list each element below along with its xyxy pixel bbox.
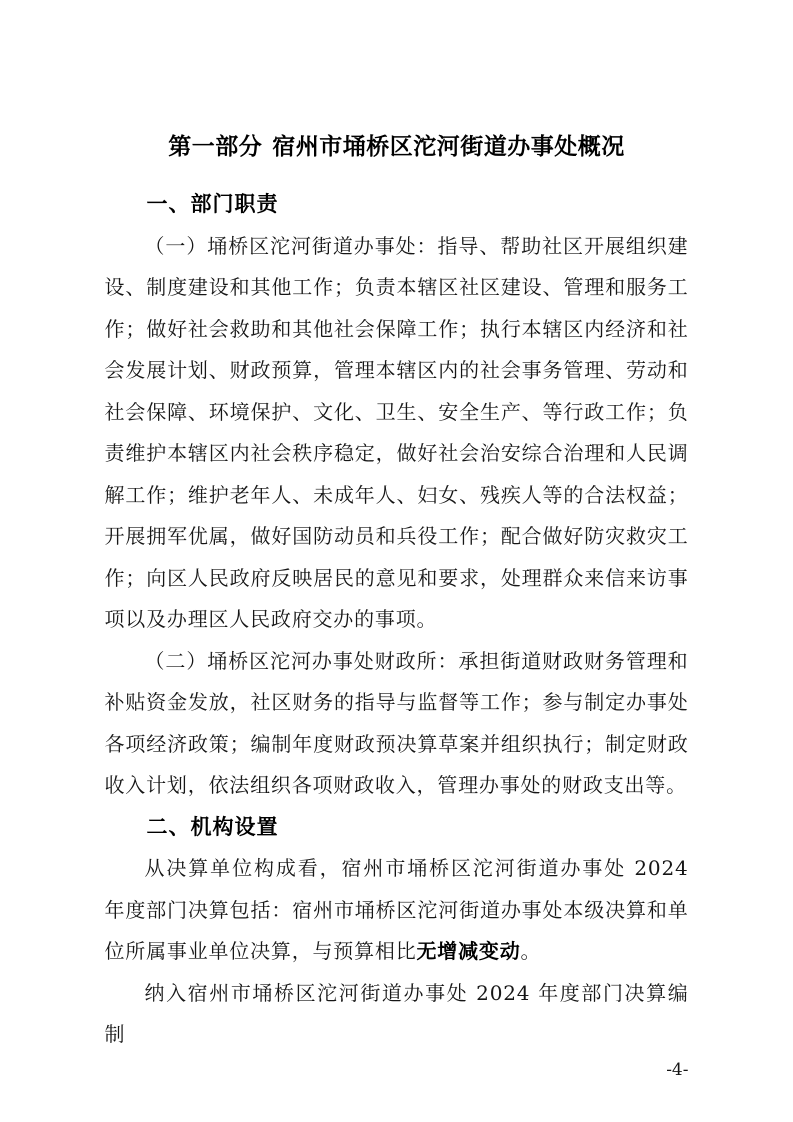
document-title	[105, 128, 689, 166]
section-heading-department-duties: 一、部门职责	[146, 192, 279, 216]
paragraph-duties-subdistrict-office: （一）埇桥区沱河街道办事处：指导、帮助社区开展组织建设、制度建设和其他工作；负责本辖区社区建设、管理和服务工作；做好社会救助和其他社会保障工作；执行本辖区内经济和社会发展计划、财政预算，管理本辖区内的社会事务管理、劳动和社会保障、环境保护、文化、卫生、安全生产、等行政工作；负责维护本辖区内社会秩序稳定，做好社会治安综合治理和人民调解工作；维护老年人、未成年人、妇女、残疾人等的合法权益；开展拥军优属，做好国防动员和兵役工作；配合做好防灾救灾工作；向区人民政府反映居民的意见和要求，处理群众来信来访事项以及办理区人民政府交办的事项。	[104, 233, 689, 631]
title-department-name: 宿州市埇桥区沱河街道办事处	[272, 133, 578, 160]
title-suffix: 概况	[577, 134, 625, 160]
structure-composition-text: 从决算单位构成看，宿州市埇桥区沱河街道办事处 2024 年度部门决算包括：宿州市埇桥区沱河街道办事处本级决算和单位所属事业单位决算，与预算相比	[104, 856, 689, 963]
title-part-number: 第一部分	[168, 134, 263, 160]
structure-composition-period: 。	[520, 939, 542, 963]
document-content	[105, 0, 689, 1082]
page-number: -4-	[666, 1059, 689, 1080]
section-heading-organizational-structure: 二、机构设置	[146, 814, 279, 839]
no-change-emphasis: 无增减变动	[416, 939, 521, 963]
paragraph-duties-finance-office: （二）埇桥区沱河办事处财政所：承担街道财政财务管理和补贴资金发放，社区财务的指导与监督等工作；参与制定办事处各项经济政策；编制年度财政预决算草案并组织执行；制定财政收入计划，依法组织各项财政收入，管理办事处的财政支出等。	[104, 648, 689, 797]
paragraph-structure-included-units: 纳入宿州市埇桥区沱河街道办事处 2024 年度部门决算编制	[104, 980, 689, 1046]
paragraph-structure-composition	[105, 848, 689, 973]
